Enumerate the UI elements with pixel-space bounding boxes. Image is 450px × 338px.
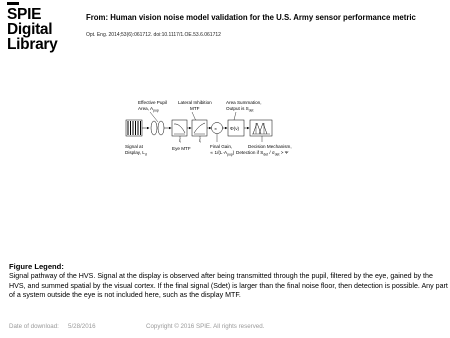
xi-label-2: ξ: [199, 138, 202, 143]
eye-mtf-box: [172, 120, 187, 136]
effective-pupil-area: Area, $A_{pup}$: [138, 106, 159, 113]
figure-legend-text: Signal pathway of the HVS. Signal at the display is observed after being transmitted through the pupil, filtered by the eye, gained by the HVS, and summed spatial by the visual cortex. If the final signal (Sdet) is larger than the final noise floor, then detection is possible. Any part of a system outside the eye is not included here, such as the display MTF.: [9, 272, 448, 300]
lateral-leader: [192, 112, 196, 121]
xi-label-1: ξ: [179, 138, 182, 143]
citation: Opt. Eng. 2014;53(6):061712. doi:10.1117/1.OE.53.6.061712: [86, 32, 221, 38]
pupil-lens-1: [151, 121, 157, 135]
download-date-label: Date of download:: [9, 323, 59, 330]
decision-label-1: Decision Mechanism,: [248, 144, 292, 149]
lateral-inhibition-label: Lateral Inhibition: [178, 100, 212, 105]
final-gain-label-2: ∝ $1/(L\cdot A_{pup})$: [210, 150, 235, 157]
effective-pupil-label: Effective Pupil: [138, 100, 168, 105]
area-leader: [234, 112, 236, 120]
area-summation-output: Output is $S_{det}$: [226, 106, 254, 113]
phi-label: Φ(ν): [230, 126, 240, 131]
area-summation-label: Area Summation,: [226, 100, 262, 105]
eye-mtf-label: Eye MTF: [172, 146, 191, 151]
lateral-inhibition-mtf: MTF: [190, 106, 200, 111]
logo-line-3: Library: [7, 36, 58, 53]
page-title: From: Human vision noise model validation for the U.S. Army sensor performance metric: [86, 13, 416, 22]
signal-label-1: Signal at: [125, 144, 143, 149]
pupil-leader: [150, 112, 158, 122]
logo-mark: [7, 2, 19, 5]
spie-logo: [7, 2, 58, 53]
lateral-inhibition-box: [192, 120, 207, 136]
logo-line-2: Digital: [7, 21, 53, 38]
copyright-notice: Copyright © 2016 SPIE. All rights reserved.: [146, 323, 265, 330]
signal-pathway-diagram: [124, 96, 332, 212]
figure-legend-heading: Figure Legend:: [9, 262, 64, 271]
download-date-value: 5/28/2016: [68, 323, 96, 330]
signal-label-2: Display, $L_d$: [125, 150, 147, 157]
final-gain-label-1: Final Gain,: [210, 144, 233, 149]
multiply-symbol: ×: [214, 126, 217, 132]
logo-line-1: SPIE: [7, 6, 42, 23]
pupil-lens-2: [158, 121, 164, 135]
gain-multiplier: [212, 123, 223, 134]
decision-label-2: Detection if $S_{det} / \sigma_{det} > \Psi$: [236, 150, 289, 157]
